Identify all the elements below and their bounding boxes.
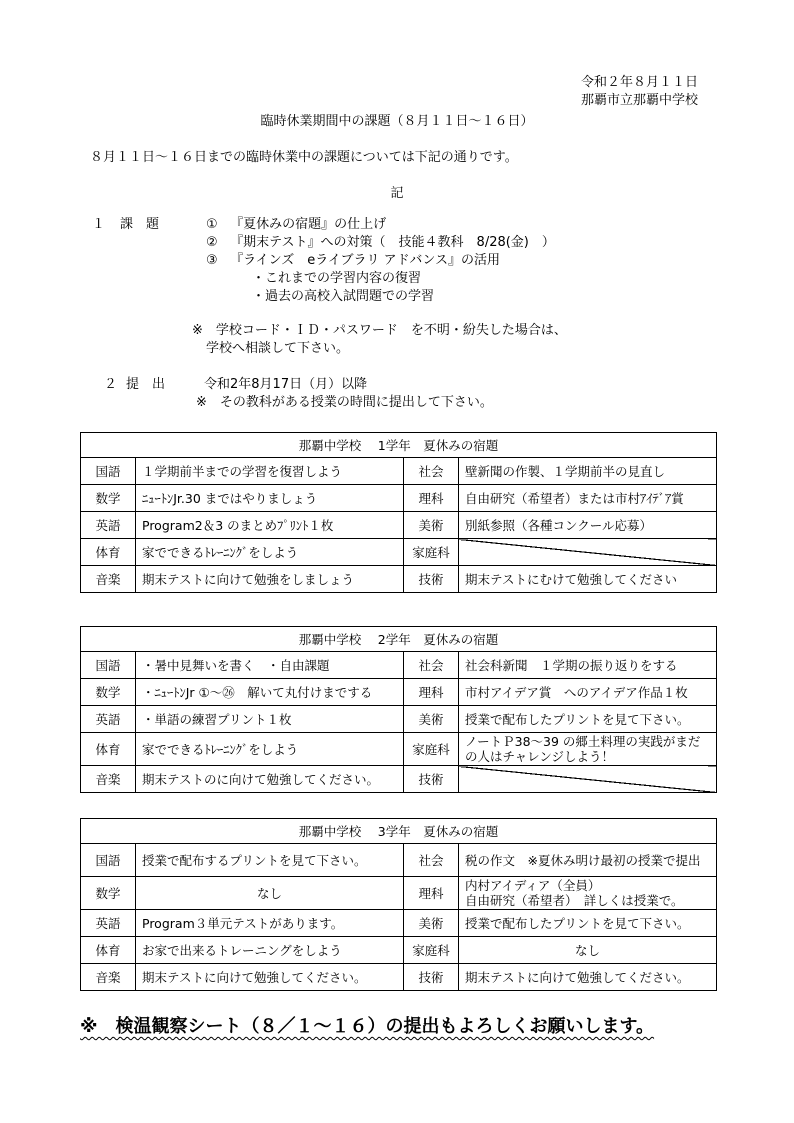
task-cell: Program2＆3 のまとめﾌﾟﾘﾝﾄ１枚 xyxy=(136,512,404,539)
task-line: 自由研究（希望者） 詳しくは授業で。 xyxy=(465,893,684,908)
table-row xyxy=(81,566,717,593)
subject-cell: 体育 xyxy=(81,937,136,964)
table-row xyxy=(81,539,717,566)
task-cell: なし xyxy=(459,937,717,964)
task-cell: ・暑中見舞いを書く ・自由課題 xyxy=(136,652,404,679)
subject-cell: 家庭科 xyxy=(404,733,459,766)
school-name: 那覇市立那覇中学校 xyxy=(580,93,698,108)
table-row xyxy=(81,877,717,910)
task-cell: 社会科新聞 １学期の振り返りをする xyxy=(459,652,717,679)
task-cell: 壁新聞の作製、１学期前半の見直し xyxy=(459,458,717,485)
table-row xyxy=(81,652,717,679)
section1-subitem-2: ・過去の高校入試問題での学習 xyxy=(252,289,435,304)
subject-cell: 国語 xyxy=(81,652,136,679)
subject-cell: 音楽 xyxy=(81,766,136,793)
table-row xyxy=(81,937,717,964)
item-mark: ③ xyxy=(206,253,218,268)
table-header: 那覇中学校 1学年 夏休みの宿題 xyxy=(81,433,717,458)
table-row xyxy=(81,679,717,706)
subject-cell: 技術 xyxy=(404,964,459,991)
task-cell: 期末テストにむけて勉強してください xyxy=(459,566,717,593)
task-cell: 税の作文 ※夏休み明け最初の授業で提出 xyxy=(459,844,717,877)
document-title: 臨時休業期間中の課題（８月１１日～１６日） xyxy=(260,114,534,129)
subject-cell: 理科 xyxy=(404,485,459,512)
task-cell: ノートＰ38～39 の郷土料理の実践がまだの人はチャレンジしよう！ xyxy=(459,733,717,766)
task-cell: 家でできるﾄﾚｰﾆﾝｸﾞをしよう xyxy=(136,539,404,566)
task-cell: ・ﾆｭｰﾄﾝJr ①～㉖ 解いて丸付けまでする xyxy=(136,679,404,706)
item-text: 『ラインズ eライブラリ アドバンス』の活用 xyxy=(230,253,500,268)
task-cell: 自由研究（希望者）または市村ｱｲﾃﾞｱ賞 xyxy=(459,485,717,512)
item-text: 『夏休みの宿題』の仕上げ xyxy=(230,217,387,232)
section2-note: ※ その教科がある授業の時間に提出して下さい。 xyxy=(196,395,493,410)
subject-cell: 理科 xyxy=(404,679,459,706)
task-cell: 家でできるﾄﾚｰﾆﾝｸﾞをしよう xyxy=(136,733,404,766)
subject-cell: 数学 xyxy=(81,679,136,706)
empty-cell-slashed xyxy=(459,766,717,793)
subject-cell: 体育 xyxy=(81,539,136,566)
section1-number: １ xyxy=(92,217,106,232)
task-cell: １学期前半までの学習を復習しよう xyxy=(136,458,404,485)
table-row xyxy=(81,485,717,512)
subject-cell: 英語 xyxy=(81,706,136,733)
section1-note-line1: ※ 学校コード・ＩＤ・パスワード を不明・紛失した場合は、 xyxy=(192,323,567,338)
subject-cell: 社会 xyxy=(404,844,459,877)
footer-notice: ※ 検温観察シート（８／１～１６）の提出もよろしくお願いします。 xyxy=(80,1016,655,1037)
subject-cell: 美術 xyxy=(404,512,459,539)
subject-cell: 社会 xyxy=(404,652,459,679)
task-cell: 授業で配布したプリントを見て下さい。 xyxy=(459,706,717,733)
task-cell: 期末テストに向けて勉強をしましょう xyxy=(136,566,404,593)
document-date: 令和２年８月１１日 xyxy=(580,75,698,90)
section2-number: ２ xyxy=(104,377,118,392)
task-cell: ・単語の練習プリント１枚 xyxy=(136,706,404,733)
section1-note-line2: 学校へ相談して下さい。 xyxy=(206,341,350,356)
table-row xyxy=(81,910,717,937)
table-header-row xyxy=(81,433,717,458)
subject-cell: 技術 xyxy=(404,566,459,593)
task-cell: 授業で配布するプリントを見て下さい。 xyxy=(136,844,404,877)
task-cell: 別紙参照（各種コンクール応募） xyxy=(459,512,717,539)
table-row xyxy=(81,458,717,485)
subject-cell: 家庭科 xyxy=(404,539,459,566)
section2-label: 提 出 xyxy=(126,377,166,392)
subject-cell: 理科 xyxy=(404,877,459,910)
subject-cell: 国語 xyxy=(81,844,136,877)
table-header: 那覇中学校 3学年 夏休みの宿題 xyxy=(81,819,717,844)
table-header: 那覇中学校 2学年 夏休みの宿題 xyxy=(81,627,717,652)
document-date-block xyxy=(581,74,698,110)
table-row xyxy=(81,733,717,766)
item-text: 『期末テスト』への対策（ 技能４教科 8/28(金) ） xyxy=(230,235,555,250)
subject-cell: 音楽 xyxy=(81,964,136,991)
item-mark: ② xyxy=(206,235,218,250)
homework-table-grade2 xyxy=(80,626,717,793)
table-header-row xyxy=(81,819,717,844)
table-row xyxy=(81,844,717,877)
task-cell: 期末テストに向けて勉強してください。 xyxy=(136,964,404,991)
task-cell-science xyxy=(459,877,717,910)
table-header-row xyxy=(81,627,717,652)
homework-table-grade3 xyxy=(80,818,717,991)
task-cell: 期末テストに向けて勉強してください。 xyxy=(459,964,717,991)
subject-cell: 家庭科 xyxy=(404,937,459,964)
task-cell: ﾆｭｰﾄﾝJr.30 まではやりましょう xyxy=(136,485,404,512)
empty-cell-slashed xyxy=(459,539,717,566)
item-mark: ① xyxy=(206,217,218,232)
table-row xyxy=(81,964,717,991)
intro-text: ８月１１日～１６日までの臨時休業中の課題については下記の通りです。 xyxy=(90,150,518,165)
table-row xyxy=(81,766,717,793)
section1-subitem-1: ・これまでの学習内容の復習 xyxy=(252,271,422,286)
subject-cell: 国語 xyxy=(81,458,136,485)
section1-item-3 xyxy=(206,252,500,270)
task-line: 内村アイディア（全員） xyxy=(465,878,601,893)
subject-cell: 技術 xyxy=(404,766,459,793)
subject-cell: 体育 xyxy=(81,733,136,766)
task-cell: 期末テストのに向けて勉強してください。 xyxy=(136,766,404,793)
section1-label: 課 題 xyxy=(120,217,160,232)
subject-cell: 社会 xyxy=(404,458,459,485)
section1-item-1 xyxy=(206,216,386,234)
subject-cell: 音楽 xyxy=(81,566,136,593)
subject-cell: 数学 xyxy=(81,485,136,512)
subject-cell: 英語 xyxy=(81,910,136,937)
task-cell: お家で出来るトレーニングをしよう xyxy=(136,937,404,964)
task-cell: Program３単元テストがあります。 xyxy=(136,910,404,937)
section1-item-2 xyxy=(206,234,555,252)
table-row xyxy=(81,706,717,733)
table-row xyxy=(81,512,717,539)
subject-cell: 美術 xyxy=(404,910,459,937)
homework-table-grade1 xyxy=(80,432,717,593)
subject-cell: 英語 xyxy=(81,512,136,539)
section2-date: 令和2年8月17日（月）以降 xyxy=(204,377,368,392)
task-cell: 市村アイデア賞 へのアイデア作品１枚 xyxy=(459,679,717,706)
subject-cell: 美術 xyxy=(404,706,459,733)
task-cell: 授業で配布したプリントを見て下さい。 xyxy=(459,910,717,937)
ki-mark: 記 xyxy=(390,186,404,201)
task-cell: なし xyxy=(136,877,404,910)
subject-cell: 数学 xyxy=(81,877,136,910)
